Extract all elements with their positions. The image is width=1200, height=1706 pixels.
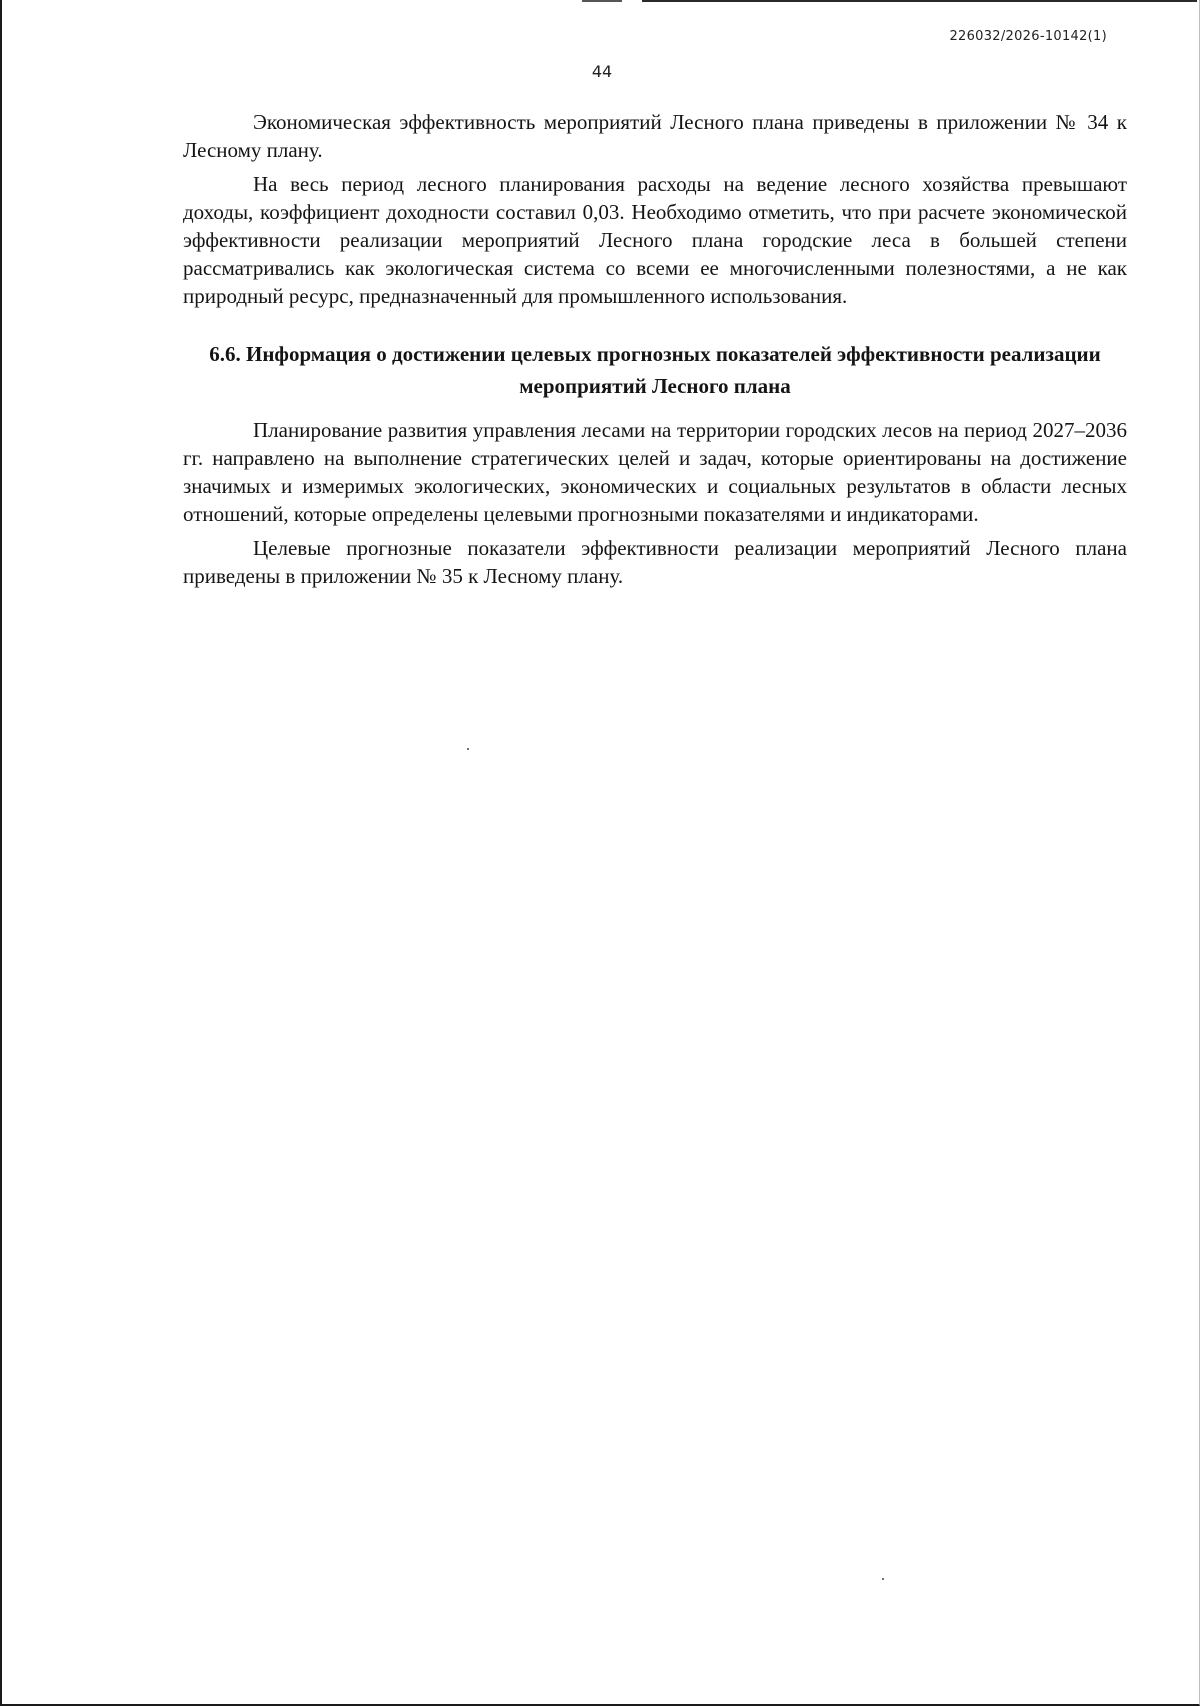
page-number: 44 [591, 62, 613, 81]
scan-artifact-line [642, 0, 1197, 2]
paragraph: Планирование развития управления лесами на территории городских лесов на период 2027–2036 гг. направлено на выполнение стратегических целей и задач, которые ориентированы на достижение значимых и измеримых экологических, экономических и социальных результатов в области лесных отношений, которые определены целевыми прогнозными показателями и индикаторами. [183, 418, 1127, 526]
paragraph: Экономическая эффективность мероприятий Лесного плана приведены в приложении № 34 к Лесному плану. [183, 110, 1127, 162]
section-heading: 6.6. Информация о достижении целевых прогнозных показателей эффективности реализации мероприятий Лесного плана [209, 342, 1101, 398]
paragraph: Целевые прогнозные показатели эффективности реализации мероприятий Лесного плана приведены в приложении № 35 к Лесному плану. [183, 536, 1127, 588]
document-body [183, 108, 1127, 596]
registration-number: 226032/2026-10142(1) [949, 29, 1107, 44]
scan-speck [882, 1578, 884, 1580]
paragraph: На весь период лесного планирования расходы на ведение лесного хозяйства превышают доходы, коэффициент доходности составил 0,03. Необходимо отметить, что при расчете экономической эффективности реализации мероприятий Лесного плана городские леса в большей степени рассматривались как экологическая система со всеми ее многочисленными полезностями, а не как природный ресурс, предназначенный для промышленного использования. [183, 172, 1127, 308]
scan-speck [467, 748, 469, 750]
scan-artifact-line [582, 0, 622, 2]
